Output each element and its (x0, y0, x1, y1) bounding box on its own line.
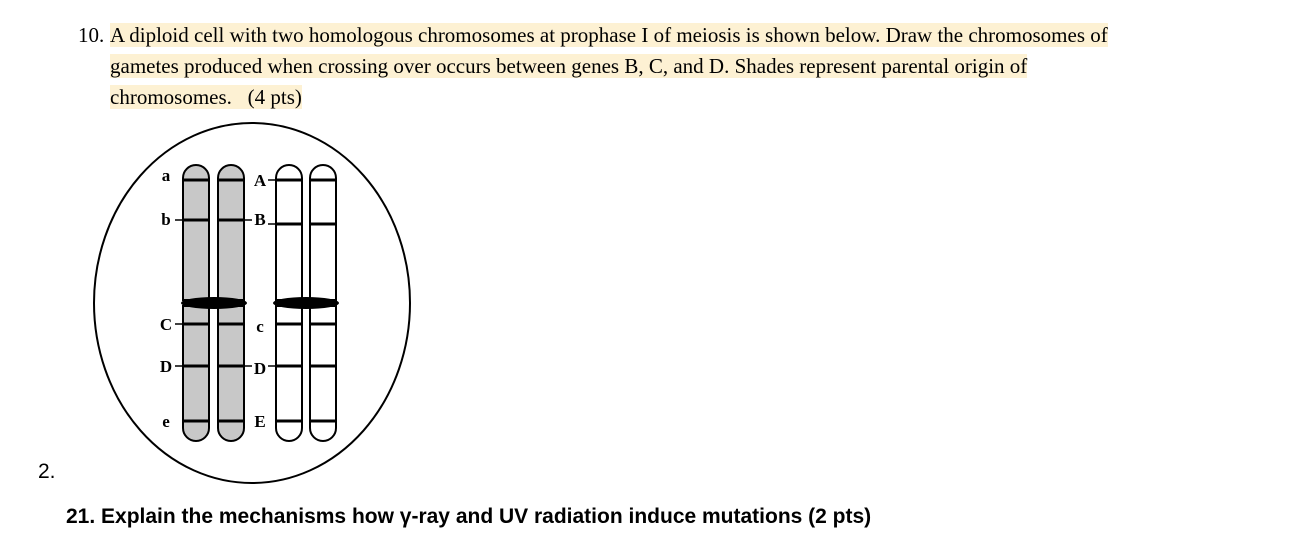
list-number: 2. (38, 460, 56, 483)
question-10-line-3: chromosomes. (4 pts) (110, 85, 302, 109)
gene-label-right-2: B (254, 210, 266, 229)
gene-label-right-1: A (253, 171, 267, 190)
gene-label-left-2: b (161, 210, 171, 229)
shaded-centromere (181, 297, 247, 309)
gene-label-left-3: C (159, 315, 173, 334)
question-10-line-1: A diploid cell with two homologous chromosomes at prophase I of meiosis is shown below. Draw the chromosomes of (110, 23, 1108, 47)
question-10-line-2: gametes produced when crossing over occurs between genes B, C, and D. Shades represent parental origin of (110, 54, 1028, 78)
gene-label-right-5: E (254, 412, 266, 431)
question-10-number: 10. (78, 23, 105, 47)
gene-label-left-4: D (159, 357, 173, 376)
unshaded-chromatid-2-upper (310, 165, 336, 300)
shaded-chromatid-2-upper (218, 165, 244, 300)
shaded-chromosome (175, 165, 252, 441)
gene-label-right-3: c (256, 317, 264, 336)
gene-label-left-1: a (161, 166, 171, 185)
question-21: 21. Explain the mechanisms how γ-ray and UV radiation induce mutations (2 pts) (66, 505, 872, 528)
unshaded-centromere (273, 297, 339, 309)
cell-outline (94, 123, 410, 483)
gene-label-right-4: D (253, 359, 267, 378)
gene-label-left-5: e (162, 412, 170, 431)
shaded-chromatid-1-upper (183, 165, 209, 300)
unshaded-leader-lines (268, 180, 276, 366)
unshaded-chromosome (268, 165, 339, 441)
unshaded-chromatid-1-upper (276, 165, 302, 300)
